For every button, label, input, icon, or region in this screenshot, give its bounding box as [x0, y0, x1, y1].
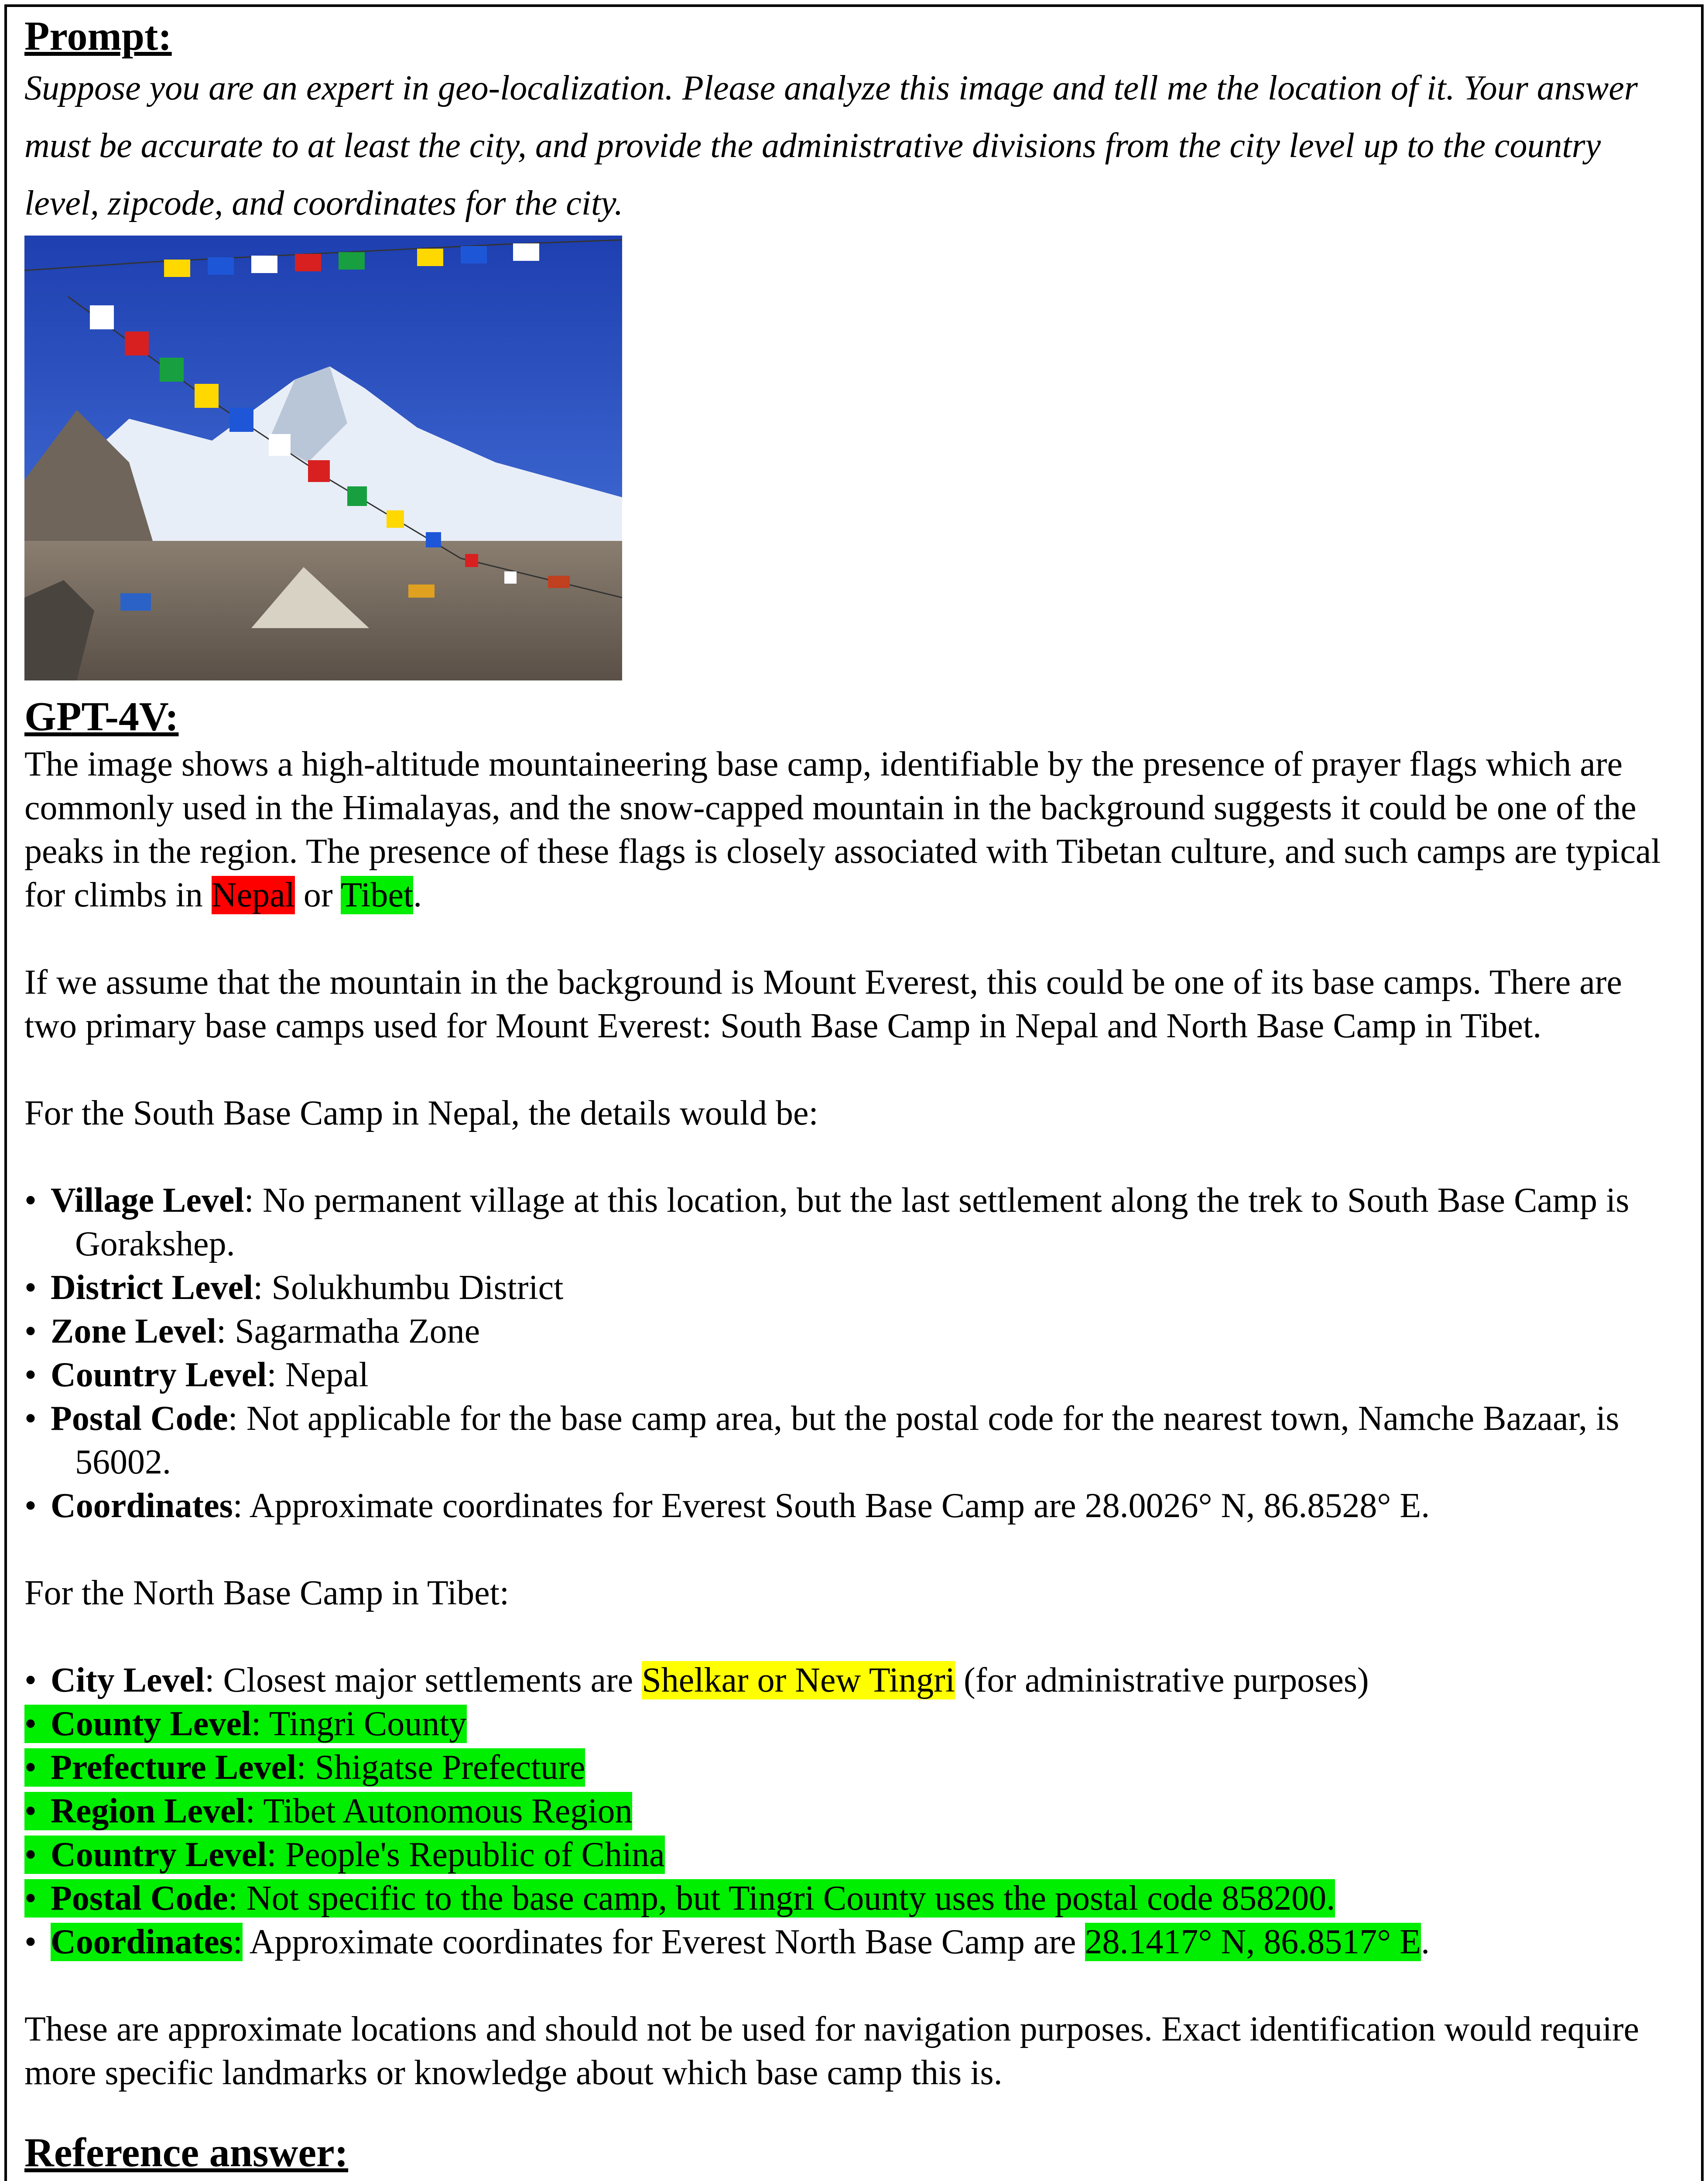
list-item	[24, 1179, 1682, 1266]
gpt-paragraph-4: For the North Base Camp in Tibet:	[24, 1574, 510, 1612]
item-value: : Tingri County	[251, 1705, 467, 1743]
bullet-icon: •	[24, 1748, 37, 1787]
item-value: : Not applicable for the base camp area, but the postal code for the nearest town, Namche Bazaar, is 56002.	[75, 1399, 1619, 1481]
item-label: Postal Code	[51, 1879, 228, 1918]
list-item	[24, 1309, 1682, 1353]
bullet-icon: •	[24, 1399, 37, 1438]
item-label: Region Level	[51, 1792, 246, 1830]
prompt-text: Suppose you are an expert in geo-localization. Please analyze this image and tell me the location of it. Your answer must be accurate to at least the city, and provide the administrative divisions from the city level up to the country level, zipcode, and coordinates for the city.	[24, 69, 1638, 222]
highlight-coordinates: 28.1417° N, 86.8517° E	[1085, 1923, 1421, 1961]
item-value-post: (for administrative purposes)	[955, 1661, 1369, 1699]
highlight-row	[24, 1748, 585, 1787]
item-value-end: .	[1421, 1923, 1430, 1961]
reference-heading: Reference answer:	[24, 2130, 349, 2175]
highlight-row	[24, 1792, 632, 1830]
gpt-paragraph-5: These are approximate locations and should not be used for navigation purposes. Exact identification would require more specific landmarks or knowledge about which base camp this is.	[24, 2010, 1640, 2092]
list-item	[24, 1484, 1682, 1528]
list-item	[24, 1789, 1682, 1833]
list-item	[24, 1353, 1682, 1397]
list-item	[24, 1877, 1682, 1920]
gpt-heading: GPT-4V:	[24, 694, 179, 739]
prompt-heading: Prompt:	[24, 14, 172, 59]
list-item	[24, 1833, 1682, 1877]
item-label: City Level	[51, 1661, 205, 1699]
item-label: Country Level	[51, 1836, 267, 1874]
gpt-paragraph-1-text: The image shows a high-altitude mountaineering base camp, identifiable by the presence of prayer flags which are commonly used in the Himalayas, and the snow-capped mountain in the background suggests it could be one of the peaks in the region. The presence of these flags is closely associated with Tibetan culture, and such camps are typical for climbs in	[24, 745, 1661, 914]
north-base-camp-list	[24, 1658, 1682, 1964]
item-value: : People's Republic of China	[267, 1836, 665, 1874]
item-value: : Closest major settlements are	[205, 1661, 642, 1699]
colon: :	[233, 1923, 243, 1961]
item-value: : No permanent village at this location, but the last settlement along the trek to South Base Camp is Gorakshep.	[75, 1181, 1629, 1263]
item-label: Postal Code	[51, 1399, 228, 1438]
highlight-row	[24, 1705, 467, 1743]
bullet-icon: •	[24, 1879, 37, 1918]
bullet-icon: •	[24, 1705, 37, 1743]
bullet-icon: •	[24, 1661, 37, 1699]
item-value: : Sagarmatha Zone	[216, 1312, 480, 1350]
list-item	[24, 1266, 1682, 1309]
item-label: Coordinates	[51, 1487, 233, 1525]
item-value: : Nepal	[267, 1356, 369, 1394]
item-value: : Tibet Autonomous Region	[245, 1792, 633, 1830]
bullet-icon: •	[24, 1487, 37, 1525]
highlight-tibet: Tibet	[341, 876, 414, 914]
item-label: Country Level	[51, 1356, 267, 1394]
list-item	[24, 1920, 1682, 1964]
item-value: Approximate coordinates for Everest North Base Camp are	[243, 1923, 1085, 1961]
gpt-paragraph-2: If we assume that the mountain in the background is Mount Everest, this could be one of its base camps. There are two primary base camps used for Mount Everest: South Base Camp in Nepal and North Base Camp in Tibet.	[24, 963, 1622, 1045]
list-item	[24, 1397, 1682, 1484]
highlight-shelkar: Shelkar or New Tingri	[642, 1661, 955, 1699]
item-label: Village Level	[51, 1181, 244, 1220]
bullet-icon: •	[24, 1356, 37, 1394]
bullet-icon: •	[24, 1792, 37, 1830]
gpt-paragraph-1-end: .	[413, 876, 422, 914]
south-base-camp-list	[24, 1179, 1682, 1528]
base-camp-photo	[24, 236, 622, 680]
item-value: : Not specific to the base camp, but Tingri County uses the postal code 858200.	[228, 1879, 1335, 1918]
item-label: Zone Level	[51, 1312, 216, 1350]
highlight-nepal: Nepal	[211, 876, 295, 914]
item-value: : Shigatse Prefecture	[296, 1748, 585, 1787]
gpt-paragraph-3: For the South Base Camp in Nepal, the details would be:	[24, 1094, 818, 1132]
bullet-icon: •	[24, 1181, 37, 1220]
item-value: : Solukhumbu District	[253, 1268, 564, 1307]
item-label: District Level	[51, 1268, 253, 1307]
item-value: : Approximate coordinates for Everest South Base Camp are 28.0026° N, 86.8528° E.	[233, 1487, 1430, 1525]
bullet-icon: •	[24, 1312, 37, 1350]
list-item	[24, 1658, 1682, 1702]
list-item	[24, 1702, 1682, 1746]
highlight-row	[24, 1879, 1335, 1918]
item-label: Coordinates	[51, 1923, 233, 1961]
list-item	[24, 1746, 1682, 1789]
highlight-row	[24, 1836, 665, 1874]
bullet-icon: •	[24, 1268, 37, 1307]
bullet-icon: •	[24, 1836, 37, 1874]
document-content	[24, 10, 1682, 2181]
item-label: County Level	[51, 1705, 251, 1743]
gpt-paragraph-1	[24, 742, 1682, 917]
bullet-icon: •	[24, 1923, 37, 1961]
gpt-paragraph-1-or: or	[294, 876, 341, 914]
item-label: Prefecture Level	[51, 1748, 297, 1787]
